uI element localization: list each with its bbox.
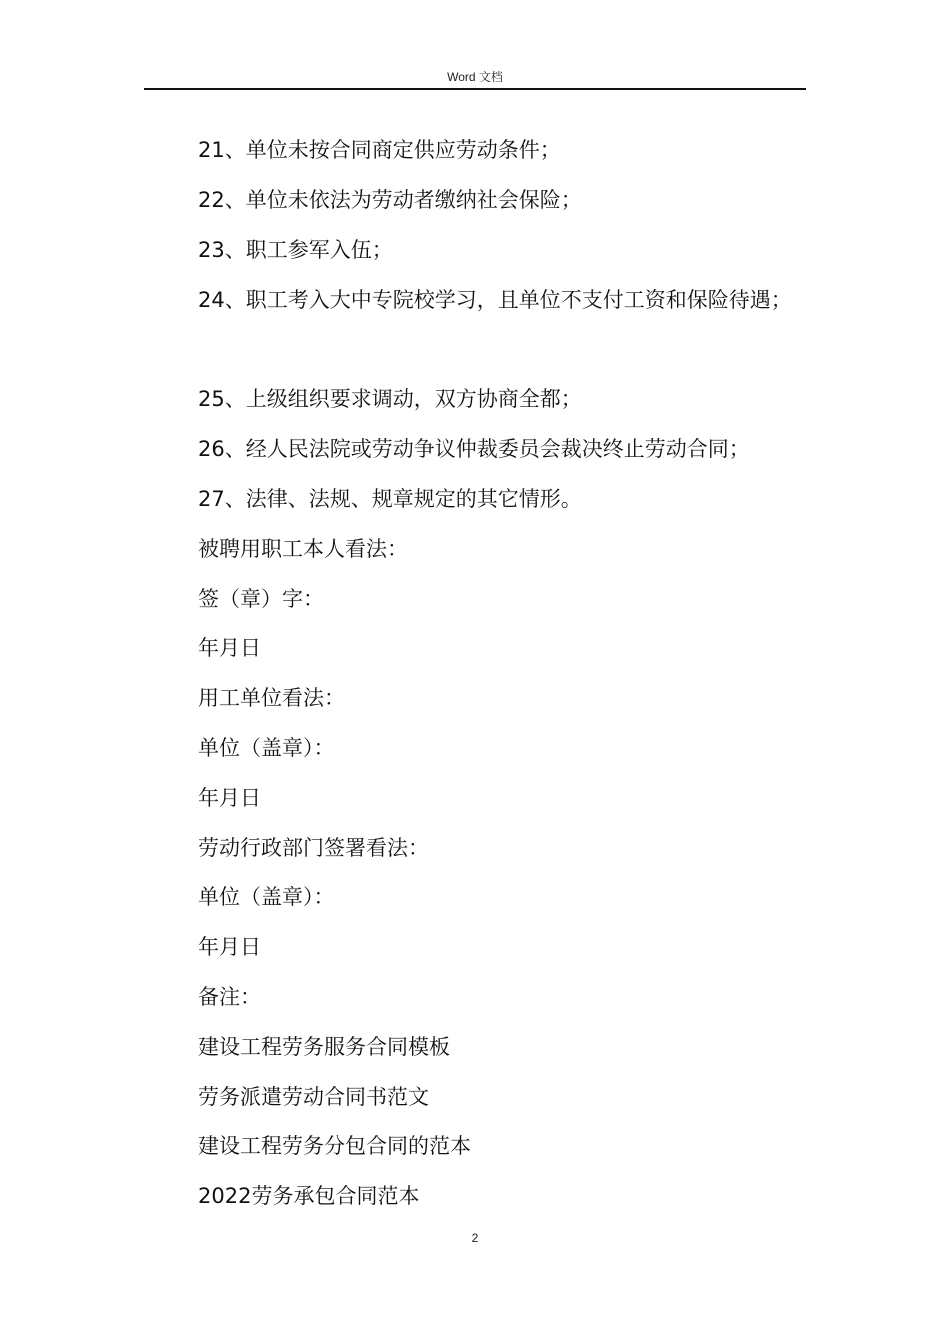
text-line: 25、上级组织要求调动，双方协商全都； <box>198 387 582 411</box>
text-line: 备注： <box>198 985 261 1009</box>
text-line: 21、单位未按合同商定供应劳动条件； <box>198 138 561 162</box>
text-line: 用工单位看法： <box>198 686 345 710</box>
text-line: 建设工程劳务服务合同模板 <box>198 1035 450 1059</box>
text-line: 单位（盖章）： <box>198 736 335 760</box>
text-line: 被聘用职工本人看法： <box>198 537 408 561</box>
text-line: 27、法律、法规、规章规定的其它情形。 <box>198 487 582 511</box>
text-line: 2022劳务承包合同范本 <box>198 1184 420 1208</box>
text-line: 签（章）字： <box>198 587 324 611</box>
text-line: 建设工程劳务分包合同的范本 <box>198 1134 471 1158</box>
page-header <box>144 66 806 90</box>
text-line: 22、单位未依法为劳动者缴纳社会保险； <box>198 188 582 212</box>
text-line: 劳动行政部门签署看法： <box>198 836 429 860</box>
text-line: 年月日 <box>198 636 261 660</box>
text-line: 23、职工参军入伍； <box>198 238 393 262</box>
text-line: 年月日 <box>198 786 261 810</box>
header-title: Word 文档 <box>447 70 503 84</box>
page-number: 2 <box>471 1231 479 1245</box>
text-line: 单位（盖章）： <box>198 885 335 909</box>
text-line: 26、经人民法院或劳动争议仲裁委员会裁决终止劳动合同； <box>198 437 750 461</box>
text-line: 年月日 <box>198 935 261 959</box>
text-line: 24、职工考入大中专院校学习，且单位不支付工资和保险待遇； <box>198 288 792 312</box>
text-line: 劳务派遣劳动合同书范文 <box>198 1085 429 1109</box>
